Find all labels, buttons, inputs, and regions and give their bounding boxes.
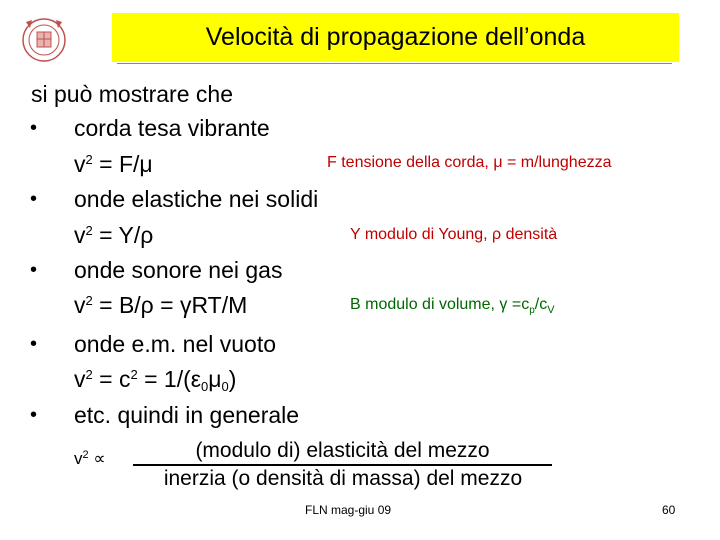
bullet-4: • bbox=[30, 333, 38, 355]
bullet-2: • bbox=[30, 188, 38, 210]
item-1-heading: corda tesa vibrante bbox=[74, 115, 270, 141]
bullet-3: • bbox=[30, 259, 38, 281]
fraction-denominator: inerzia (o densità di massa) del mezzo bbox=[163, 467, 523, 490]
bullet-1: • bbox=[30, 117, 38, 139]
seal-icon bbox=[22, 10, 104, 70]
proportional-symbol: ∝ bbox=[93, 449, 106, 468]
footer-text: FLN mag-giu 09 bbox=[305, 503, 392, 517]
item-2-note: Y modulo di Young, ρ densità bbox=[350, 226, 558, 243]
title-banner bbox=[112, 13, 679, 62]
fraction-numerator: (modulo di) elasticità del mezzo bbox=[133, 439, 552, 466]
item-3-heading: onde sonore nei gas bbox=[74, 257, 283, 283]
title-divider bbox=[117, 63, 672, 64]
slide-title: Velocità di propagazione dell’onda bbox=[205, 23, 586, 51]
proportional-expression: $v^2$ ∝ bbox=[74, 449, 106, 468]
item-1-note: F tensione della corda, μ = m/lunghezza bbox=[327, 154, 612, 171]
item-4-formula: $v^2 = c^2 = 1/(\varepsilon_0\mu_0)$ bbox=[74, 366, 237, 394]
page-number: 60 bbox=[662, 503, 676, 517]
item-4-heading: onde e.m. nel vuoto bbox=[74, 331, 277, 357]
item-1-formula: $v^2 = F/\mu$ bbox=[74, 151, 153, 177]
item-3-note: B modulo di volume, $\gamma =c_p/c_V$ bbox=[350, 296, 555, 316]
university-seal-logo bbox=[22, 10, 104, 70]
item-5-heading: etc. quindi in generale bbox=[74, 402, 300, 428]
item-2-heading: onde elastiche nei solidi bbox=[74, 186, 319, 212]
item-3-formula: $v^2 = B/\rho = \gamma RT/M$ bbox=[74, 292, 248, 318]
bullet-5: • bbox=[30, 404, 38, 426]
intro-text: si può mostrare che bbox=[31, 81, 233, 107]
item-2-formula: $v^2 = Y/\rho$ bbox=[74, 222, 154, 248]
